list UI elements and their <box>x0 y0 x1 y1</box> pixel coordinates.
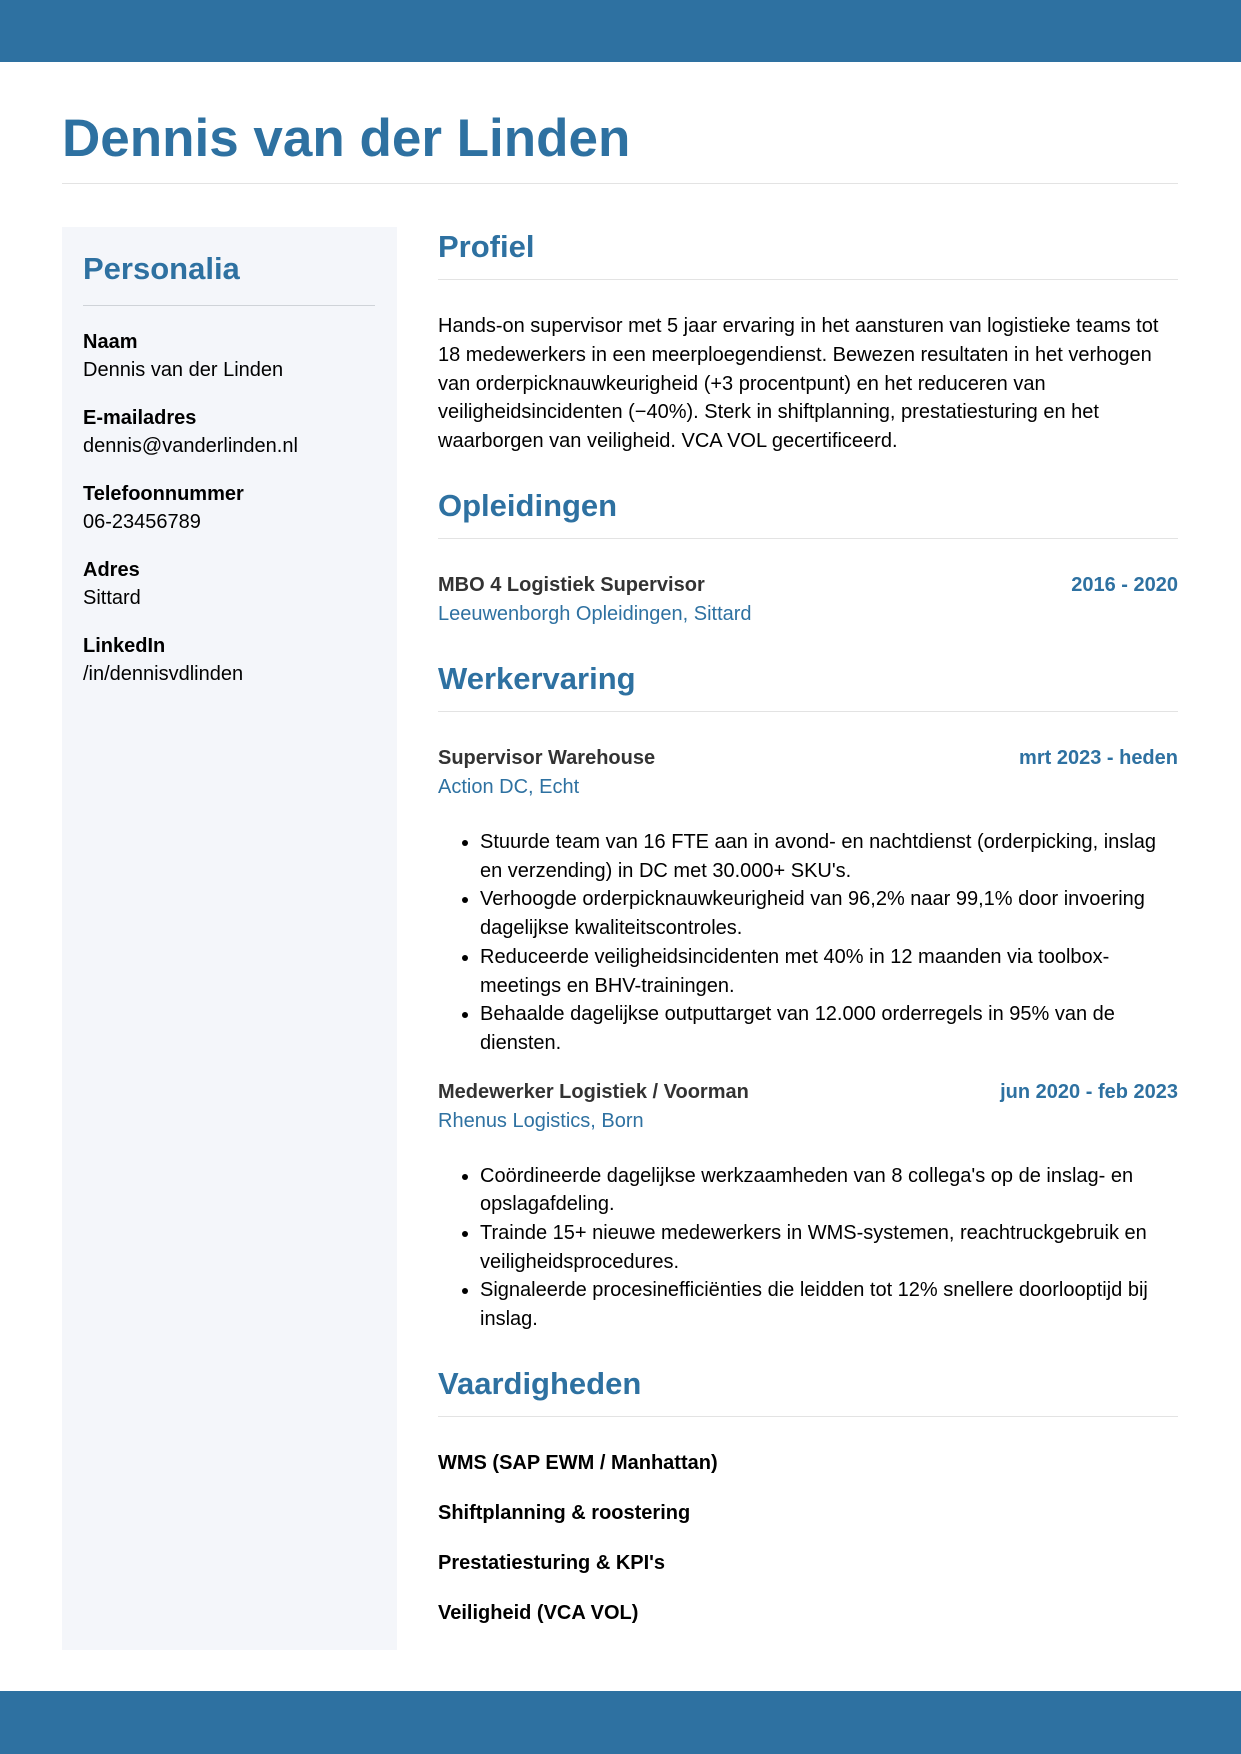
education-dates: 2016 - 2020 <box>1071 573 1178 596</box>
list-item: • Verhoogde orderpicknauwkeurigheid van 96,2% naar 99,1% door invoering dagelijkse kwaliteitscontroles. <box>480 885 1178 942</box>
main-content <box>438 227 1178 1649</box>
profile-text: Hands-on supervisor met 5 jaar ervaring in het aansturen van logistieke teams tot 18 medewerkers in een meerploegendienst. Bewezen resultaten in het verhogen van orderpicknauwkeurigheid (+3 procentpunt) en het reduceren van veiligheidsincidenten (−40%). Sterk in shiftplanning, prestatiesturing en het waarborgen van veiligheid. VCA VOL gecertificeerd. <box>438 315 1159 453</box>
list-item: • Stuurde team van 16 FTE aan in avond- en nachtdienst (orderpicking, inslag en verzending) in DC met 30.000+ SKU's. <box>480 828 1178 885</box>
field-linkedin <box>83 632 376 688</box>
title-divider <box>62 183 1178 184</box>
sidebar-divider <box>83 305 375 306</box>
job-role: Medewerker Logistiek / Voorman <box>438 1080 749 1103</box>
field-label: LinkedIn <box>83 635 166 657</box>
section-title: Werkervaring <box>438 660 636 696</box>
field-label: E-mailadres <box>83 407 197 429</box>
experience-entry <box>438 744 1178 1058</box>
skill-item: Veiligheid (VCA VOL) <box>438 1601 639 1624</box>
field-value: dennis@vanderlinden.nl <box>83 435 298 457</box>
section-divider <box>438 711 1178 712</box>
list-item: • Trainde 15+ nieuwe medewerkers in WMS-systemen, reachtruckgebruik en veiligheidsprocedures. <box>480 1219 1178 1276</box>
top-banner <box>0 0 1241 62</box>
list-item: • Coördineerde dagelijkse werkzaamheden van 8 collega's op de inslag- en opslagafdeling. <box>480 1162 1178 1219</box>
job-achievements <box>438 828 1178 1058</box>
field-label: Naam <box>83 331 138 353</box>
section-title: Vaardigheden <box>438 1365 642 1401</box>
section-divider <box>438 538 1178 539</box>
list-item: • Reduceerde veiligheidsincidenten met 40% in 12 maanden via toolbox-meetings en BHV-trainingen. <box>480 943 1178 1000</box>
education-entry <box>438 571 1178 629</box>
field-value: Dennis van der Linden <box>83 359 284 381</box>
field-name <box>83 328 376 384</box>
skill-item: Shiftplanning & roostering <box>438 1501 691 1524</box>
field-value: 06-23456789 <box>83 511 201 533</box>
field-label: Telefoonnummer <box>83 483 244 505</box>
section-title: Opleidingen <box>438 487 618 523</box>
section-divider <box>438 1416 1178 1417</box>
section-title: Profiel <box>438 229 535 264</box>
list-item: • Signaleerde procesinefficiënties die leidden tot 12% snellere doorlooptijd bij inslag. <box>480 1276 1178 1333</box>
field-value: /in/dennisvdlinden <box>83 663 244 685</box>
field-email <box>83 404 376 460</box>
page-title: Dennis van der Linden <box>62 109 631 168</box>
job-role: Supervisor Warehouse <box>438 746 656 769</box>
education-school: Leeuwenborgh Opleidingen, Sittard <box>438 602 752 625</box>
education-degree: MBO 4 Logistiek Supervisor <box>438 573 705 596</box>
field-address <box>83 556 376 612</box>
job-dates: jun 2020 - feb 2023 <box>1000 1080 1178 1103</box>
skill-item: Prestatiesturing & KPI's <box>438 1551 666 1574</box>
field-label: Adres <box>83 559 140 581</box>
sidebar-title: Personalia <box>83 251 240 286</box>
job-company: Rhenus Logistics, Born <box>438 1109 644 1132</box>
bottom-banner <box>0 1691 1241 1754</box>
education-section <box>438 486 1178 629</box>
job-company: Action DC, Echt <box>438 775 580 798</box>
job-dates: mrt 2023 - heden <box>1019 746 1178 769</box>
section-divider <box>438 279 1178 280</box>
skill-item: WMS (SAP EWM / Manhattan) <box>438 1451 718 1474</box>
profile-section <box>438 227 1178 456</box>
experience-entry <box>438 1078 1178 1334</box>
job-achievements <box>438 1162 1178 1334</box>
personal-details-sidebar <box>62 227 397 1650</box>
field-value: Sittard <box>83 587 141 609</box>
experience-section <box>438 659 1178 1334</box>
skills-section <box>438 1364 1178 1628</box>
field-phone <box>83 480 376 536</box>
list-item: • Behaalde dagelijkse outputtarget van 12.000 orderregels in 95% van de diensten. <box>480 1000 1178 1057</box>
